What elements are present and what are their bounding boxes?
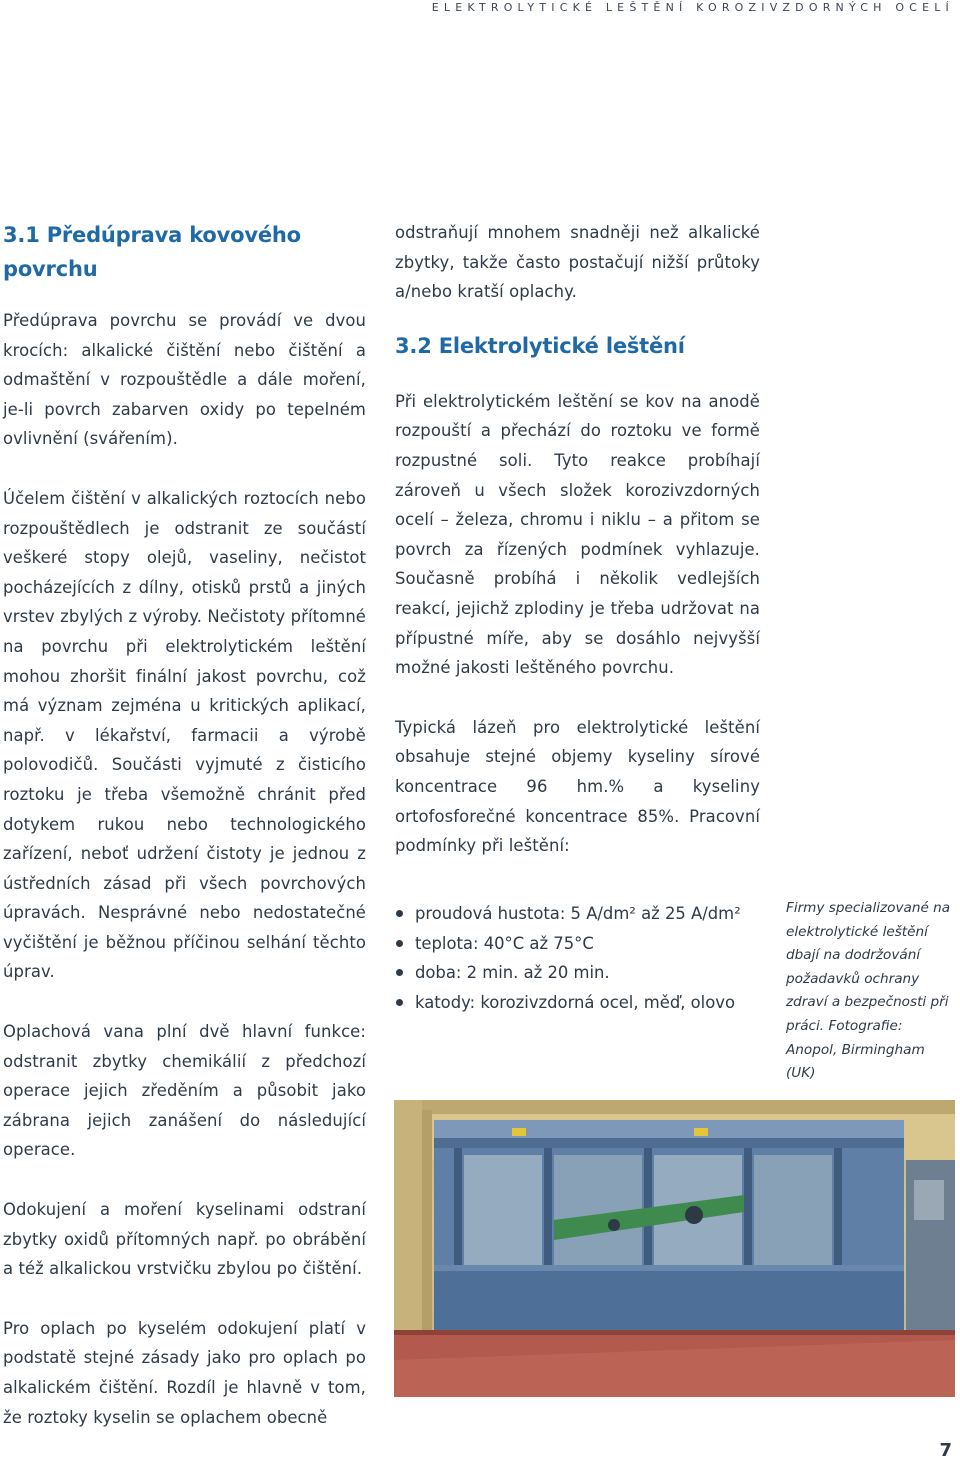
photo-caption: Firmy specializované na elektrolytické leštění dbají na dodržování požadavků ochrany zdraví a bezpečnosti při práci. Fotografie: Anopol, Birmingham (UK)	[786, 900, 951, 1082]
section-heading-3-1: 3.1 Předúprava kovového povrchu	[3, 223, 301, 281]
list-item: proudová hustota: 5 A/dm² až 25 A/dm²	[395, 899, 775, 929]
paragraph: Typická lázeň pro elektrolytické leštění obsahuje stejné objemy kyseliny sírové koncentrace 96 hm.% a kyseliny ortofosforečné koncentrace 85%. Pracovní podmínky při leštění:	[395, 717, 760, 856]
left-column	[3, 218, 366, 1462]
conditions-list	[395, 899, 775, 1017]
page-number: 7	[939, 1440, 952, 1461]
list-item: katody: korozivzdorná ocel, měď, olovo	[395, 988, 775, 1018]
paragraph: Oplachová vana plní dvě hlavní funkce: odstranit zbytky chemikálií z předchozí operace jejich zředěním a působit jako zábrana jejich zanášení do následující operace.	[3, 1022, 366, 1160]
paragraph: Odokujení a moření kyselinami odstraní zbytky oxidů přítomných např. po obrábění a též alkalickou vrstvičku zbylou po čištění.	[3, 1200, 366, 1279]
right-column	[395, 218, 760, 891]
running-header: ELEKTROLYTICKÉ LEŠTĚNÍ KOROZIVZDORNÝCH OCELÍ	[431, 1, 954, 14]
paragraph: Pro oplach po kyselém odokujení platí v podstatě stejné zásady jako pro oplach po alkalickém čištění. Rozdíl je hlavně v tom, že roztoky kyselin se oplachem obecně	[3, 1318, 366, 1427]
electropolishing-line-illustration	[394, 1100, 955, 1397]
paragraph: Předúprava povrchu se provádí ve dvou krocích: alkalické čištění nebo čištění a odmaštění v rozpouštědle a dále moření, je-li povrch zabarven oxidy po tepelném ovlivnění (svářením).	[3, 311, 366, 449]
list-item: teplota: 40°C až 75°C	[395, 929, 775, 959]
paragraph: Účelem čištění v alkalických roztocích nebo rozpouštědlech je odstranit ze součástí veškeré stopy olejů, vaseliny, nečistot pocházejících z dílny, otisků prstů a jiných vrstev zbylých z výroby. Nečistoty přítomné na povrchu při elektrolytickém leštění mohou zhoršit finální jakost povrchu, což má význam zejména u kritických aplikací, např. v lékařství, farmacii a výrobě polovodičů. Součásti vyjmuté z čisticího roztoku je třeba všemožně chránit před dotykem rukou nebo technologického zařízení, neboť udržení čistoty je jednou z ústředních zásad při všech povrchových úpravách. Nesprávné nebo nedostatečné vyčištění je běžnou příčinou selhání těchto úprav.	[3, 488, 366, 982]
paragraph-continuation: odstraňují mnohem snadněji než alkalické zbytky, takže často postačují nižší průtoky a/nebo kratší oplachy.	[395, 223, 760, 302]
list-item: doba: 2 min. až 20 min.	[395, 958, 775, 988]
section-heading-3-2: 3.2 Elektrolytické leštění	[395, 333, 685, 358]
factory-photo	[394, 1100, 955, 1397]
paragraph: Při elektrolytickém leštění se kov na anodě rozpouští a přechází do roztoku ve formě rozpustné soli. Tyto reakce probíhají zároveň u všech složek korozivzdorných ocelí – železa, chromu i niklu – a přitom se povrch za řízených podmínek vyhlazuje. Současně probíhá i několik vedlejších reakcí, jejichž zplodiny je třeba udržovat na přípustné míře, aby se dosáhlo nejvyšší možné jakosti leštěného povrchu.	[395, 391, 760, 678]
